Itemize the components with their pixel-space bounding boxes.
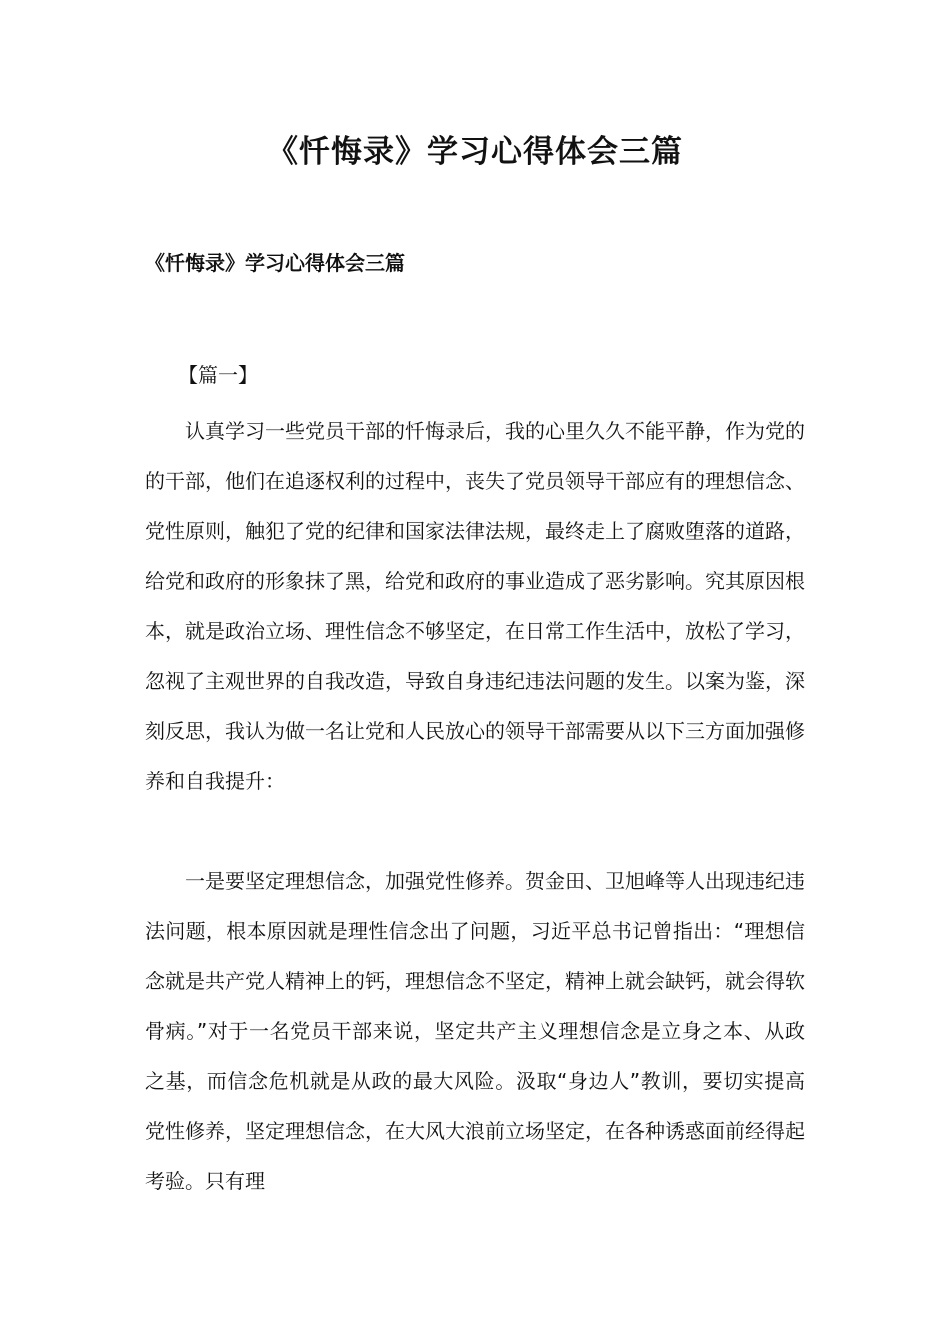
body-paragraph: 认真学习一些党员干部的忏悔录后，我的心里久久不能平静，作为党的的干部，他们在追逐权利的过程中，丧失了党员领导干部应有的理想信念、党性原则，触犯了党的纪律和国家法律法规，最终走上了腐败堕落的道路，给党和政府的形象抹了黑，给党和政府的事业造成了恶劣影响。究其原因根本，就是政治立场、理性信念不够坚定，在日常工作生活中，放松了学习，忽视了主观世界的自我改造，导致自身违纪违法问题的发生。以案为鉴，深刻反思，我认为做一名让党和人民放心的领导干部需要从以下三方面加强修养和自我提升： — [145, 419, 805, 793]
body-paragraph: 一是要坚定理想信念，加强党性修养。贺金田、卫旭峰等人出现违纪违法问题，根本原因就是理性信念出了问题，习近平总书记曾指出：“理想信念就是共产党人精神上的钙，理想信念不坚定，精神上就会缺钙，就会得软骨病。”对于一名党员干部来说，坚定共产主义理想信念是立身之本、从政之基，而信念危机就是从政的最大风险。汲取“身边人”教训，要切实提高党性修养，坚定理想信念，在大风大浪前立场坚定，在各种诱惑面前经得起考验。只有理 — [145, 869, 805, 1193]
document-subtitle: 《忏悔录》学习心得体会三篇 — [145, 251, 405, 275]
section-heading: 【篇一】 — [178, 363, 258, 387]
document-title: 《忏悔录》学习心得体会三篇 — [267, 134, 683, 170]
